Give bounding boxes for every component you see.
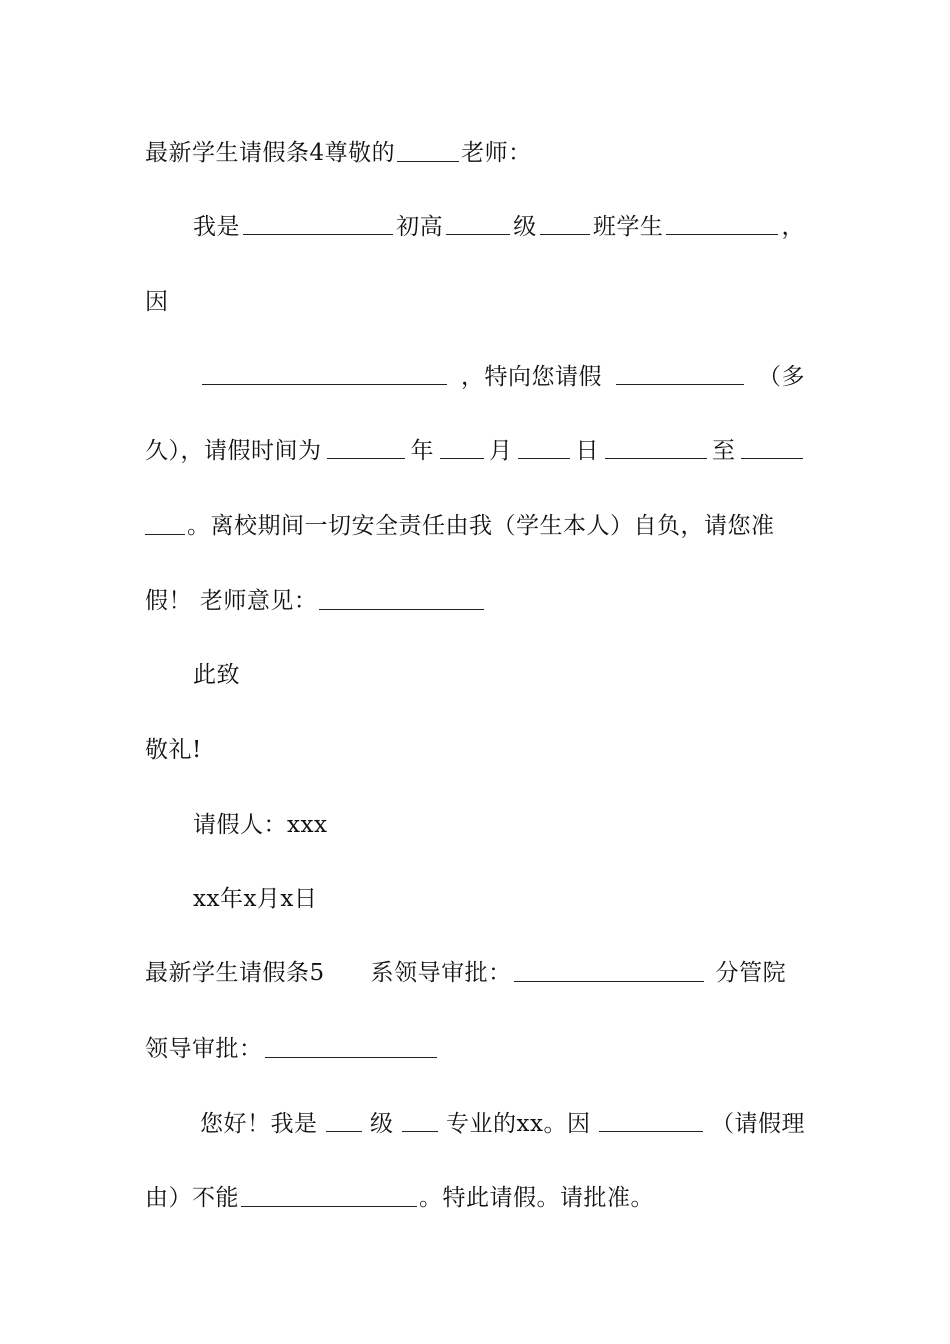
teacher-opinion-label: 老师意见： bbox=[199, 588, 318, 614]
closing-text: 此致 bbox=[193, 662, 240, 688]
major-blank bbox=[402, 1109, 438, 1132]
student-name-blank-1 bbox=[243, 212, 393, 235]
to-label: 至 bbox=[712, 438, 736, 464]
cannot-attend-blank bbox=[241, 1184, 417, 1207]
greeting-line bbox=[200, 1109, 805, 1139]
dept-approval-label: 系领导审批： bbox=[370, 960, 512, 986]
applicant-line bbox=[193, 810, 853, 840]
closing-line bbox=[193, 660, 853, 690]
grade-blank bbox=[446, 212, 510, 235]
request-text-start: 由）不能 bbox=[145, 1185, 239, 1211]
branch-approval-line bbox=[145, 1034, 805, 1064]
reason-lead: 因 bbox=[145, 289, 169, 315]
leave-reason-blank bbox=[599, 1109, 703, 1132]
leave-time-label: 久），请假时间为 bbox=[145, 438, 322, 464]
grade-label: 级 bbox=[513, 214, 537, 240]
student-info-line bbox=[193, 212, 805, 242]
student-info-lead: 我是 bbox=[193, 214, 240, 240]
grade-label-5: 级 bbox=[370, 1111, 394, 1137]
end-time-blank bbox=[741, 436, 803, 459]
grade-level-label: 初高 bbox=[396, 214, 444, 240]
duration-blank bbox=[616, 362, 744, 385]
class-student-label: 班学生 bbox=[592, 214, 664, 240]
request-text-end: 。特此请假。请批准。 bbox=[419, 1185, 654, 1211]
leave-time-line bbox=[145, 436, 805, 466]
start-time-blank bbox=[605, 436, 707, 459]
salute-line bbox=[145, 735, 805, 765]
end-time-blank-cont bbox=[145, 512, 185, 535]
grade-blank-5 bbox=[326, 1109, 362, 1132]
major-text: 专业的xx。因 bbox=[446, 1111, 591, 1137]
applicant-text: 请假人：xxx bbox=[193, 812, 328, 838]
branch-approval-label-start: 分管院 bbox=[715, 960, 787, 986]
leave-request-end: 假！ bbox=[145, 588, 192, 614]
greeting-text: 您好！我是 bbox=[200, 1111, 318, 1137]
leave-reason-hint: （请假理 bbox=[710, 1111, 805, 1137]
safety-statement: 。离校期间一切安全责任由我（学生本人）自负，请您准 bbox=[187, 513, 775, 539]
duration-hint-start: （多 bbox=[758, 364, 805, 390]
teacher-opinion-blank bbox=[319, 587, 484, 610]
year-blank bbox=[327, 436, 405, 459]
letter5-title: 最新学生请假条5 bbox=[145, 960, 325, 986]
day-blank bbox=[518, 436, 570, 459]
reason-blank bbox=[202, 362, 447, 385]
reason-line bbox=[200, 362, 805, 392]
class-blank bbox=[540, 212, 590, 235]
student-name-blank-2 bbox=[666, 212, 778, 235]
teacher-name-blank bbox=[397, 139, 459, 162]
day-label: 日 bbox=[575, 438, 599, 464]
year-label: 年 bbox=[410, 438, 434, 464]
branch-approval-blank bbox=[265, 1035, 437, 1058]
letter4-title: 最新学生请假条4尊敬的 bbox=[145, 140, 396, 166]
branch-approval-label-end: 领导审批： bbox=[145, 1036, 263, 1062]
month-label: 月 bbox=[489, 438, 513, 464]
comma-mark: ， bbox=[781, 214, 805, 240]
request-line bbox=[145, 1183, 805, 1213]
date-text: xx年x月x日 bbox=[193, 886, 318, 912]
dept-approval-blank bbox=[514, 959, 704, 982]
teacher-opinion-line bbox=[145, 586, 805, 616]
reason-lead-line bbox=[145, 287, 805, 317]
letter4-heading-line bbox=[145, 138, 805, 168]
safety-line bbox=[145, 511, 805, 541]
request-leave-text: ，特向您请假 bbox=[461, 364, 602, 390]
month-blank bbox=[440, 436, 484, 459]
date-line bbox=[193, 884, 853, 914]
letter5-heading-line bbox=[145, 958, 805, 988]
teacher-suffix: 老师： bbox=[461, 140, 532, 166]
salute-text: 敬礼! bbox=[145, 737, 202, 763]
